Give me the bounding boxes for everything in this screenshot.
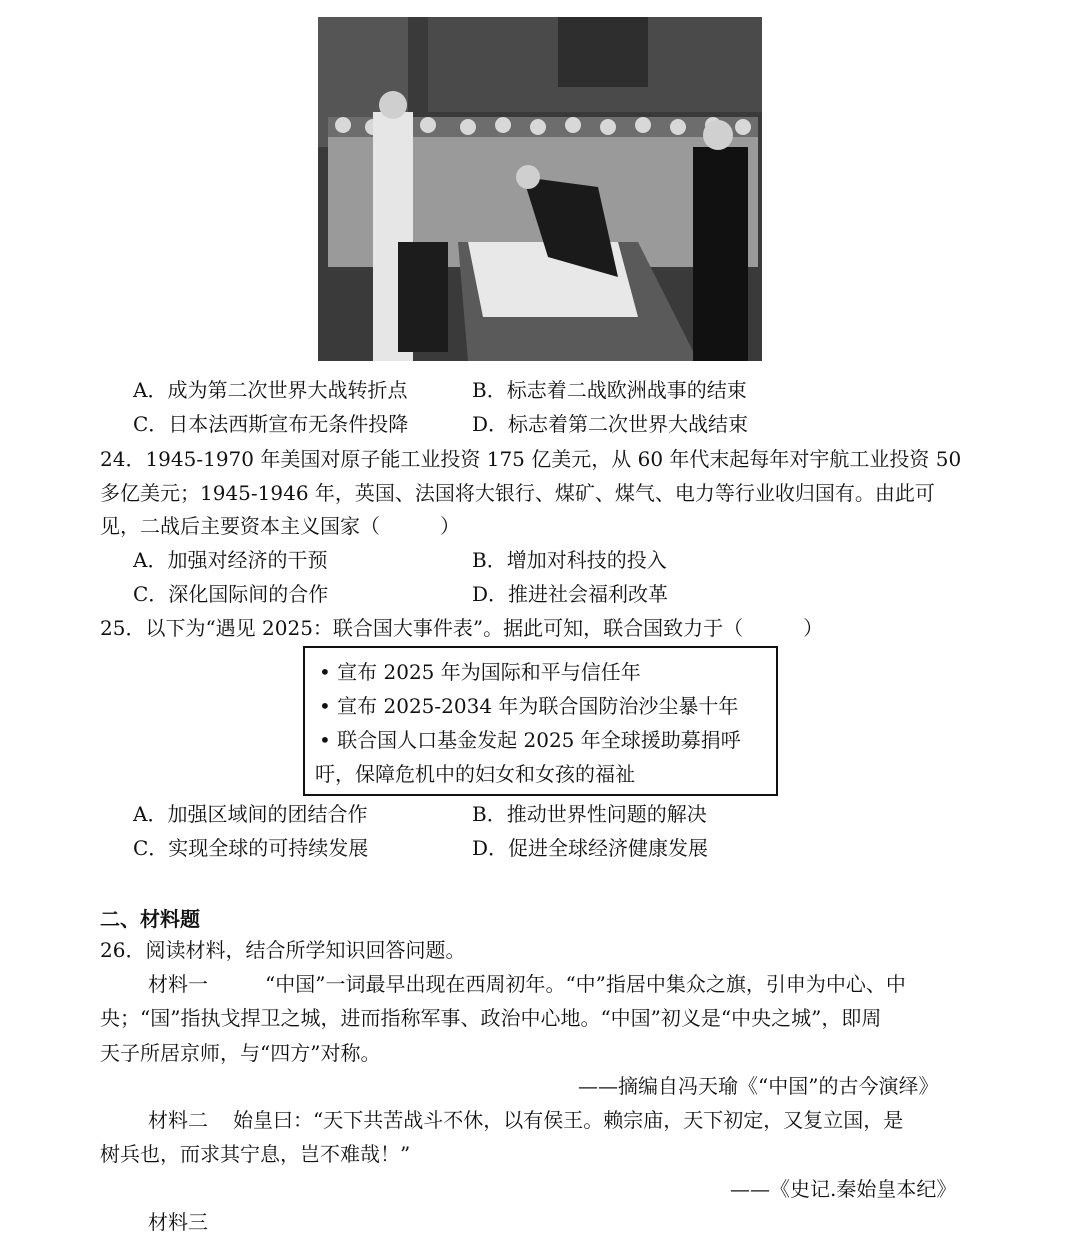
q25-stem: 25．以下为“遇见 2025：联合国大事件表”。据此可知，联合国致力于（ ）: [100, 616, 824, 640]
q24-option-a: A．加强对经济的干预: [133, 548, 328, 572]
material-1-label: 材料一: [148, 972, 208, 996]
material-2-label: 材料二: [148, 1108, 208, 1132]
un-event-2: • 宣布 2025-2034 年为联合国防治沙尘暴十年: [319, 694, 739, 718]
material-2-line-1: 始皇曰：“天下共苦战斗不休，以有侯王。赖宗庙，天下初定，又复立国，是: [233, 1108, 904, 1132]
q23-option-c: C．日本法西斯宣布无条件投降: [133, 412, 409, 436]
material-3-label: 材料三: [148, 1210, 208, 1234]
q26-stem: 26．阅读材料，结合所学知识回答问题。: [100, 938, 466, 962]
historical-photo: [318, 17, 762, 361]
signing-ceremony-image: [318, 17, 762, 361]
material-1-source: ——摘编自冯天瑜《“中国”的古今演绎》: [578, 1074, 939, 1098]
material-2-source: ——《史记.秦始皇本纪》: [730, 1177, 957, 1201]
q23-option-a: A．成为第二次世界大战转折点: [133, 378, 408, 402]
q23-option-d: D．标志着第二次世界大战结束: [472, 412, 749, 436]
un-event-3-cont: 吁，保障危机中的妇女和女孩的福祉: [315, 762, 635, 786]
q24-option-b: B．增加对科技的投入: [472, 548, 667, 572]
q23-option-b: B．标志着二战欧洲战事的结束: [472, 378, 747, 402]
q25-option-a: A．加强区域间的团结合作: [133, 802, 368, 826]
material-2-line-2: 树兵也，而求其宁息，岂不难哉！”: [100, 1142, 411, 1166]
un-event-3: • 联合国人口基金发起 2025 年全球援助募捐呼: [319, 728, 741, 752]
q24-option-c: C．深化国际间的合作: [133, 582, 329, 606]
q24-stem-line-3: 见，二战后主要资本主义国家（ ）: [100, 514, 460, 538]
q25-option-b: B．推动世界性问题的解决: [472, 802, 707, 826]
q24-stem-line-2: 多亿美元；1945-1946 年，英国、法国将大银行、煤矿、煤气、电力等行业收归国有。由此可: [100, 481, 935, 505]
q25-option-d: D．促进全球经济健康发展: [472, 836, 709, 860]
q25-option-c: C．实现全球的可持续发展: [133, 836, 369, 860]
q24-stem-line-1: 24．1945-1970 年美国对原子能工业投资 175 亿美元，从 60 年代末起每年对宇航工业投资 50: [100, 447, 962, 471]
material-1-line-1: “中国”一词最早出现在西周初年。“中”指居中集众之旗，引申为中心、中: [265, 972, 906, 996]
material-1-line-2: 央；“国”指执戈捍卫之城，进而指称军事、政治中心地。“中国”初义是“中央之城”，即周: [100, 1006, 882, 1030]
un-events-box: [303, 646, 778, 796]
un-event-1: • 宣布 2025 年为国际和平与信任年: [319, 660, 641, 684]
section-title: 二、材料题: [100, 907, 200, 931]
q24-option-d: D．推进社会福利改革: [472, 582, 669, 606]
material-1-line-3: 天子所居京师，与“四方”对称。: [100, 1041, 381, 1065]
